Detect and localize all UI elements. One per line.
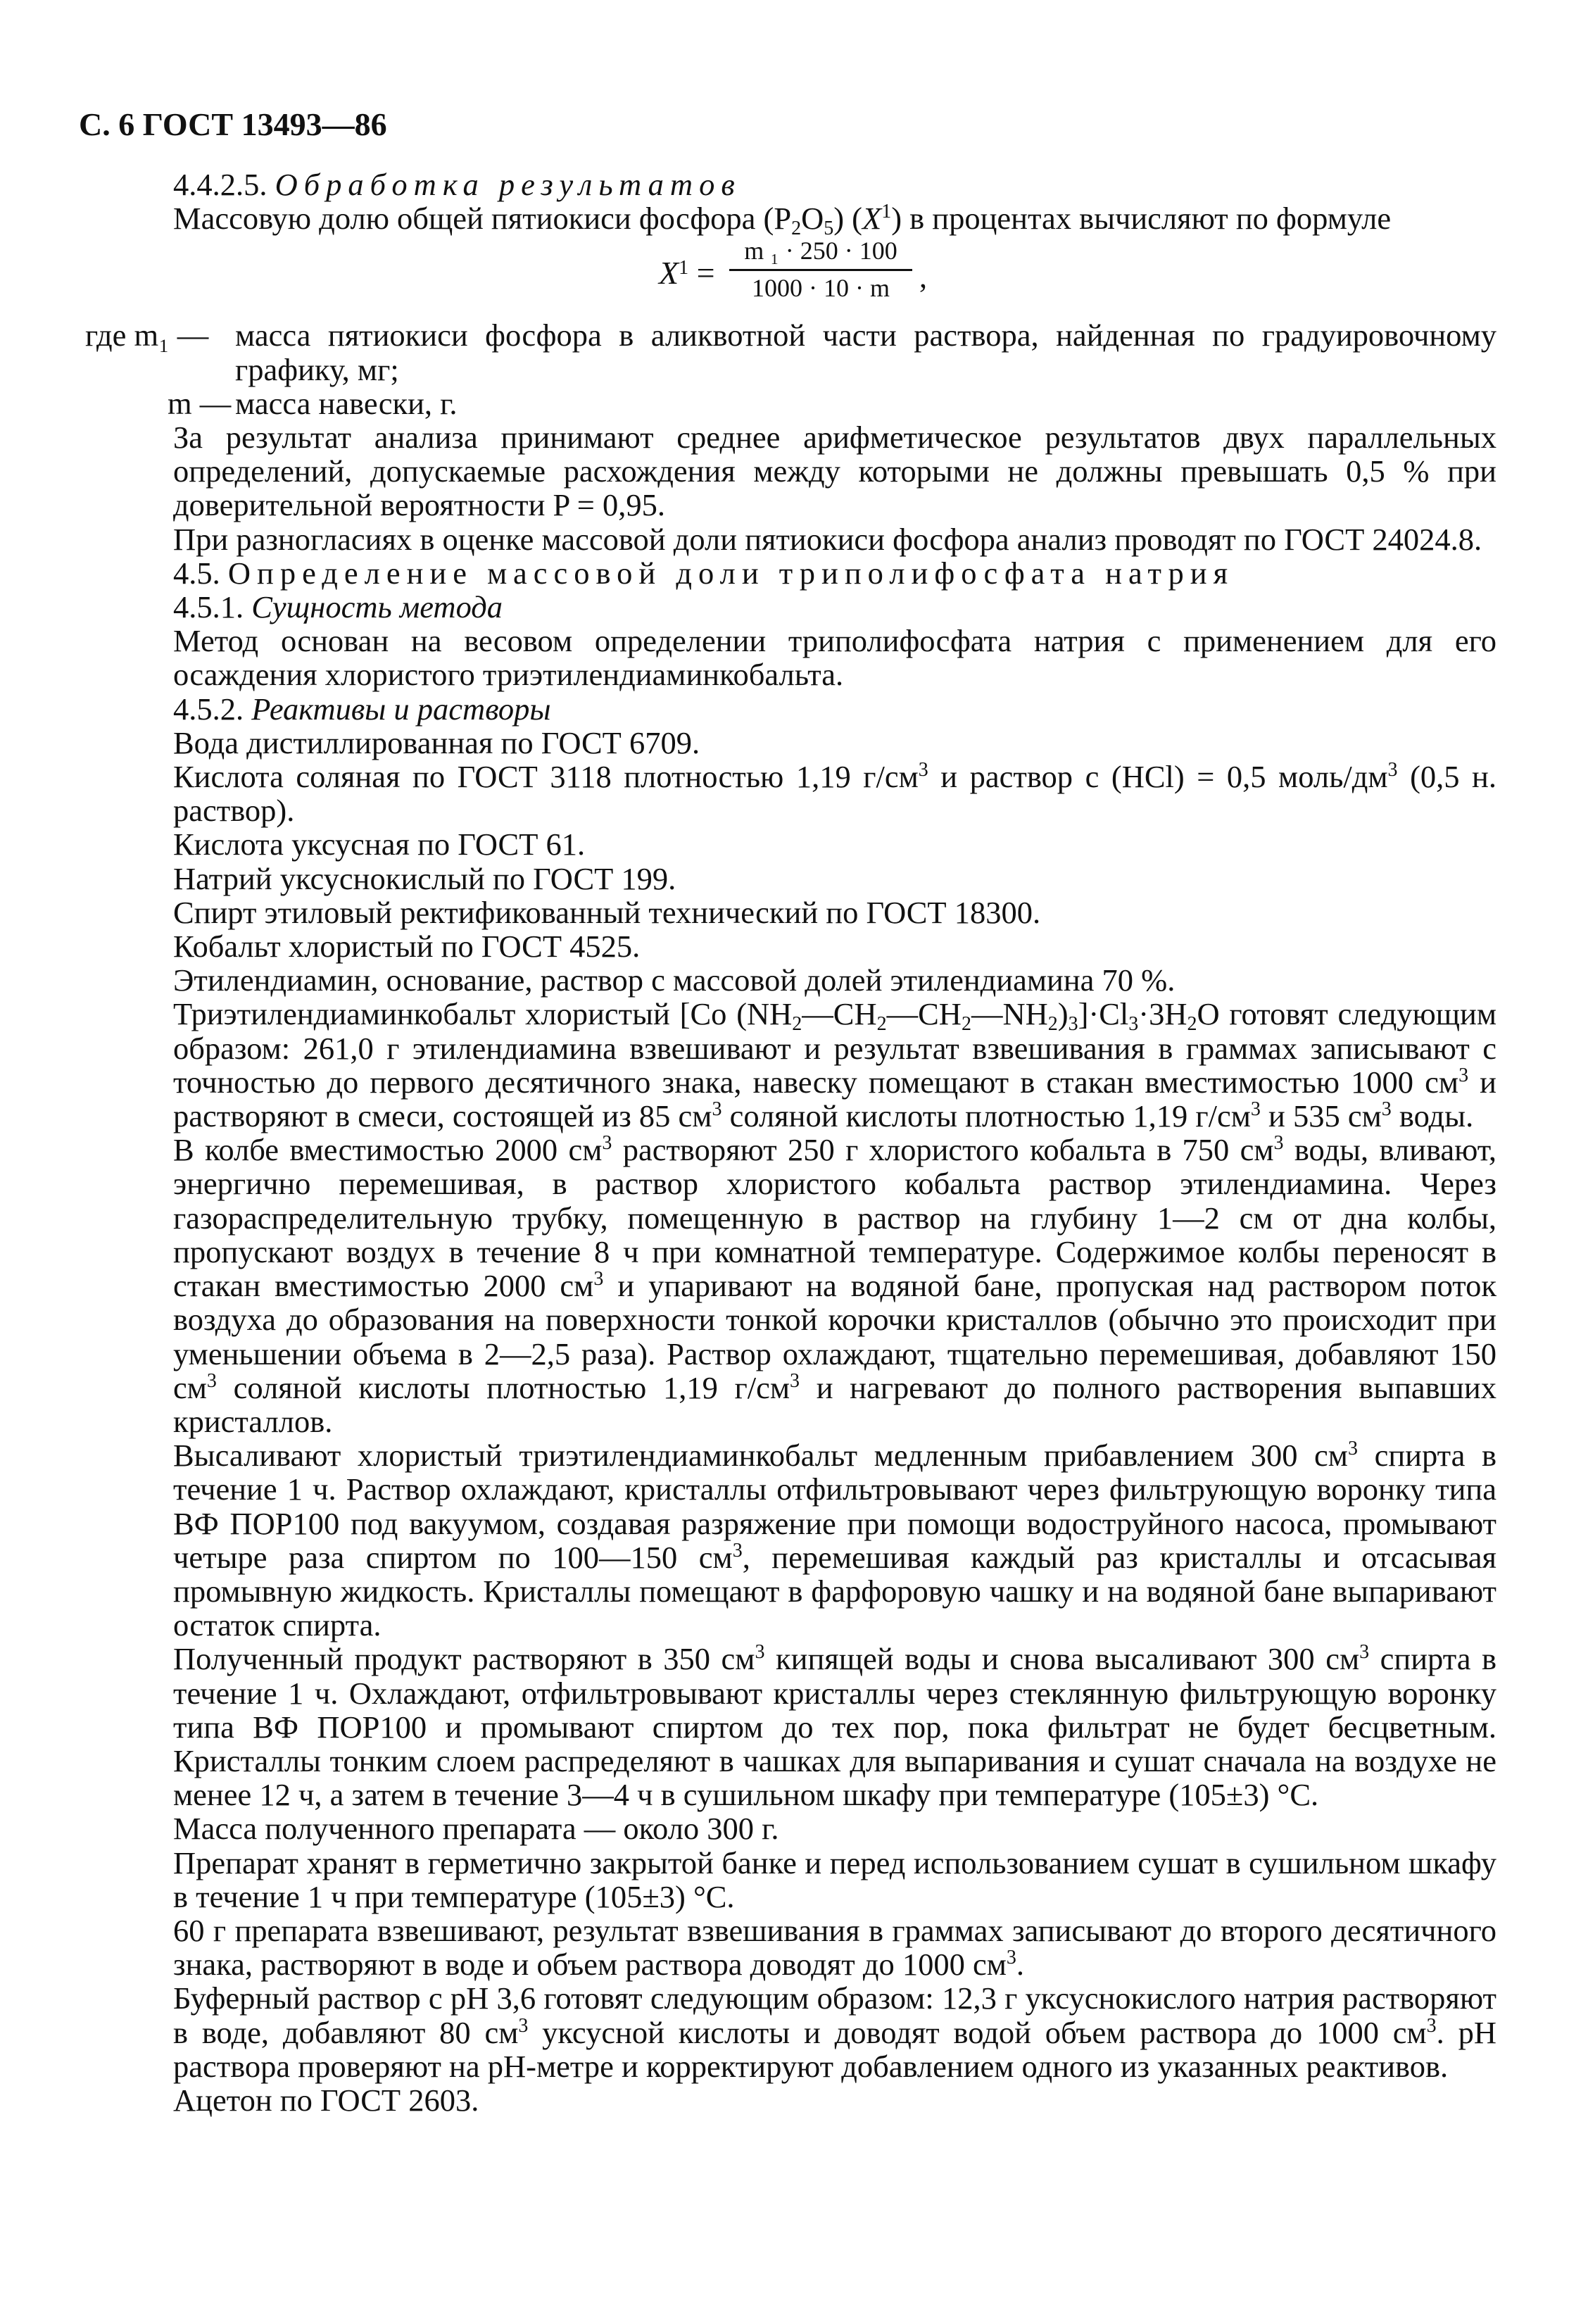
formula-equals: =	[688, 255, 715, 291]
text: и растворяют в смеси, состоящей из 85 см	[173, 1064, 1496, 1134]
text: ·3H	[1138, 996, 1187, 1032]
where-item-m1	[85, 318, 1496, 387]
formula-numerator: m ₁ · 250 · 100	[744, 237, 897, 265]
superscript: 3	[918, 759, 928, 781]
formula-fraction	[729, 235, 912, 303]
text: .	[1016, 1947, 1025, 1983]
where-text: масса навески, г.	[235, 385, 458, 421]
section-4-5	[173, 556, 1496, 590]
section-title: Сущность метода	[251, 589, 503, 625]
text: спирта в течение 1 ч. Раствор охлаждают, кристаллы отфильтровывают через фильтрующую воронку типа ВФ ПОР100 под вакуумом, создавая разряжение при помощи водоструйного насоса, промывают четыре раза спиртом по 100—150 см	[173, 1438, 1496, 1575]
formula-comma: ,	[919, 260, 927, 295]
paragraph	[173, 1133, 1496, 1438]
text: Триэтилендиаминкобальт хлористый [Co (NH	[173, 996, 793, 1032]
section-number: 4.5.2.	[173, 691, 244, 727]
reagent-item: Этилендиамин, основание, раствор с массовой долей этилендиамина 70 %.	[173, 962, 1176, 998]
page-header: С. 6 ГОСТ 13493—86	[79, 106, 387, 142]
reagent-item: Натрий уксуснокислый по ГОСТ 199.	[173, 860, 676, 896]
where-item-m	[168, 385, 1496, 421]
section-title: Обработка результатов	[275, 167, 741, 202]
variable: X	[862, 201, 882, 237]
paragraph	[173, 1914, 1496, 1981]
text: 60 г препарата взвешивают, результат взвешивания в граммах записывают до второго десятичного знака, растворяют в воде и объем раствора доводят до 1000 см	[173, 1912, 1496, 1983]
text: ) в процентах вычисляют по формуле	[891, 201, 1392, 237]
where-text: масса пятиокиси фосфора в аликвотной части раствора, найденная по градуировочному графику, мг;	[235, 318, 1496, 387]
fraction-bar	[729, 269, 912, 271]
superscript: 3	[1347, 1438, 1358, 1460]
paragraph-formula-intro	[173, 201, 1496, 240]
subscript: 2	[961, 1013, 971, 1036]
paragraph: Ацетон по ГОСТ 2603.	[173, 2082, 479, 2118]
text: Полученный продукт растворяют в 350 см	[173, 1641, 755, 1677]
superscript: 3	[1387, 759, 1398, 781]
section-number: 4.5.	[173, 555, 220, 591]
paragraph: За результат анализа принимают среднее арифметическое результатов двух параллельных определений, допускаемые расхождения между которыми не должны превышать 0,5 % при доверительной вероятности P = 0,95.	[173, 420, 1496, 523]
superscript: 3	[1381, 1098, 1392, 1121]
text: ]·Cl	[1078, 996, 1129, 1032]
text: O	[801, 201, 824, 237]
text: Буферный раствор с pH 3,6 готовят следующим образом: 12,3 г уксуснокислого натрия растворяют в воде, добавляют 80 см	[173, 1980, 1496, 2050]
subscript: 3	[1068, 1013, 1078, 1036]
subscript: 2	[1187, 1013, 1197, 1036]
text: O готовят следующим образом: 261,0 г этилендиамина взвешивают и результат взвешивания в граммах записывают с точностью до первого десятичного знака, навеску помещают в стакан вместимостью 1000 см	[173, 996, 1496, 1100]
text: (0,5 н. раствор).	[173, 759, 1496, 829]
text: соляной кислоты плотностью 1,19 г/см	[721, 1098, 1251, 1134]
formula	[173, 235, 1496, 318]
section-4-5-1	[173, 590, 1496, 624]
text: и раствор c (HCl) = 0,5 моль/дм	[928, 759, 1388, 795]
superscript: 3	[1273, 1132, 1284, 1155]
paragraph: Масса полученного препарата — около 300 г.	[173, 1811, 779, 1847]
superscript: 3	[790, 1369, 800, 1392]
superscript: 3	[712, 1098, 722, 1121]
formula-lhs	[659, 256, 715, 290]
superscript: 3	[1006, 1947, 1016, 1969]
superscript: 3	[1250, 1098, 1261, 1121]
text: )	[1057, 996, 1069, 1032]
text: Высаливают хлористый триэтилендиаминкобальт медленным прибавлением 300 см	[173, 1438, 1348, 1474]
section-title: Реактивы и растворы	[251, 691, 551, 727]
text: В колбе вместимостью 2000 см	[173, 1132, 603, 1168]
text: и 535 см	[1260, 1098, 1382, 1134]
section-4-5-2	[173, 692, 1496, 726]
superscript: 3	[1426, 2014, 1437, 2037]
superscript: 3	[732, 1539, 743, 1562]
where-label: m —	[168, 385, 232, 421]
reagent-item: Кислота уксусная по ГОСТ 61.	[173, 827, 586, 862]
text: —CH	[802, 996, 877, 1032]
text: , перемешивая каждый раз кристаллы и отсасывая промывную жидкость. Кристаллы помещают в фарфоровую чашку и на водяной бане выпаривают остаток спирта.	[173, 1539, 1496, 1643]
text: и нагревают до полного растворения выпавших кристаллов.	[173, 1369, 1496, 1439]
formula-superscript: 1	[679, 257, 689, 279]
formula-variable: X	[659, 255, 679, 291]
paragraph: Препарат хранят в герметично закрытой банке и перед использованием сушат в сушильном шкафу в течение 1 ч при температуре (105±3) °C.	[173, 1845, 1496, 1914]
text: —NH	[971, 996, 1048, 1032]
subscript: 2	[791, 218, 802, 240]
reagent-item	[173, 760, 1496, 827]
paragraph: При разногласиях в оценке массовой доли пятиокиси фосфора анализ проводят по ГОСТ 24024.8.	[173, 521, 1482, 557]
section-number: 4.5.1.	[173, 589, 244, 625]
subscript: 2	[1047, 1013, 1058, 1036]
text: . pH раствора проверяют на pH-метре и корректируют добавлением одного из указанных реактивов.	[173, 2014, 1496, 2084]
superscript: 3	[1359, 1641, 1370, 1664]
section-4-4-2-5	[173, 168, 1496, 201]
paragraph	[173, 1642, 1496, 1811]
reagent-item	[173, 997, 1496, 1133]
text: воды.	[1391, 1098, 1474, 1134]
paragraph	[173, 1981, 1496, 2083]
section-title: Определение массовой доли триполифосфата натрия	[227, 555, 1235, 591]
reagent-item: Кобальт хлористый по ГОСТ 4525.	[173, 929, 641, 965]
superscript: 3	[602, 1132, 612, 1155]
text: —CH	[886, 996, 962, 1032]
formula-denominator: 1000 · 10 · m	[752, 274, 890, 303]
text: ) (	[833, 201, 862, 237]
superscript: 1	[881, 201, 892, 223]
text: и упаривают на водяной бане, пропуская над раствором поток воздуха до образования на поверхности тонкой корочки кристаллов (обычно это происходит при уменьшении объема в 2—2,5 раза). Раствор охлаждают, тщательно перемешивая, добавляют 150 см	[173, 1268, 1496, 1405]
text: кипящей воды и снова высаливают 300 см	[764, 1641, 1360, 1677]
subscript: 5	[824, 218, 834, 240]
document-body	[85, 167, 1496, 2118]
text: Массовую долю общей пятиокиси фосфора (P	[173, 201, 792, 237]
superscript: 3	[206, 1369, 217, 1392]
superscript: 3	[518, 2014, 529, 2037]
superscript: 3	[593, 1268, 604, 1290]
reagent-item: Спирт этиловый ректификованный технический по ГОСТ 18300.	[173, 894, 1041, 930]
paragraph	[173, 1438, 1496, 1642]
subscript: 2	[876, 1013, 887, 1036]
text: соляной кислоты плотностью 1,19 г/см	[216, 1369, 790, 1405]
superscript: 3	[1458, 1064, 1469, 1086]
paragraph: Метод основан на весовом определении триполифосфата натрия с применением для его осаждения хлористого триэтилендиаминкобальта.	[173, 623, 1496, 693]
where-block	[85, 318, 1496, 421]
reagent-item: Вода дистиллированная по ГОСТ 6709.	[173, 724, 700, 760]
text: воды, вливают, энергично перемешивая, в раствор хлористого кобальта раствор этилендиамина. Через газораспределительную трубку, помещенную в раствор на глубину 1—2 см от дна колбы, пропускают воздух в течение 8 ч при комнатной температуре. Содержимое колбы переносят в стакан вместимостью 2000 см	[173, 1132, 1496, 1304]
text: растворяют 250 г хлористого кобальта в 750 см	[612, 1132, 1274, 1168]
where-label: где m₁ —	[85, 318, 209, 353]
subscript: 3	[1128, 1013, 1139, 1036]
section-number: 4.4.2.5.	[173, 167, 267, 202]
text: спирта в течение 1 ч. Охлаждают, отфильтровывают кристаллы через стеклянную фильтрующую воронку типа ВФ ПОР100 и промывают спиртом до тех пор, пока фильтрат не будет бесцветным. Кристаллы тонким слоем распределяют в чашках для выпаривания и сушат сначала на воздухе не менее 12 ч, а затем в течение 3—4 ч в сушильном шкафу при температуре (105±3) °C.	[173, 1641, 1496, 1813]
superscript: 3	[755, 1641, 765, 1664]
subscript: 2	[792, 1013, 802, 1036]
text: уксусной кислоты и доводят водой объем раствора до 1000 см	[528, 2014, 1427, 2050]
text: Кислота соляная по ГОСТ 3118 плотностью 1,19 г/см	[173, 759, 919, 795]
